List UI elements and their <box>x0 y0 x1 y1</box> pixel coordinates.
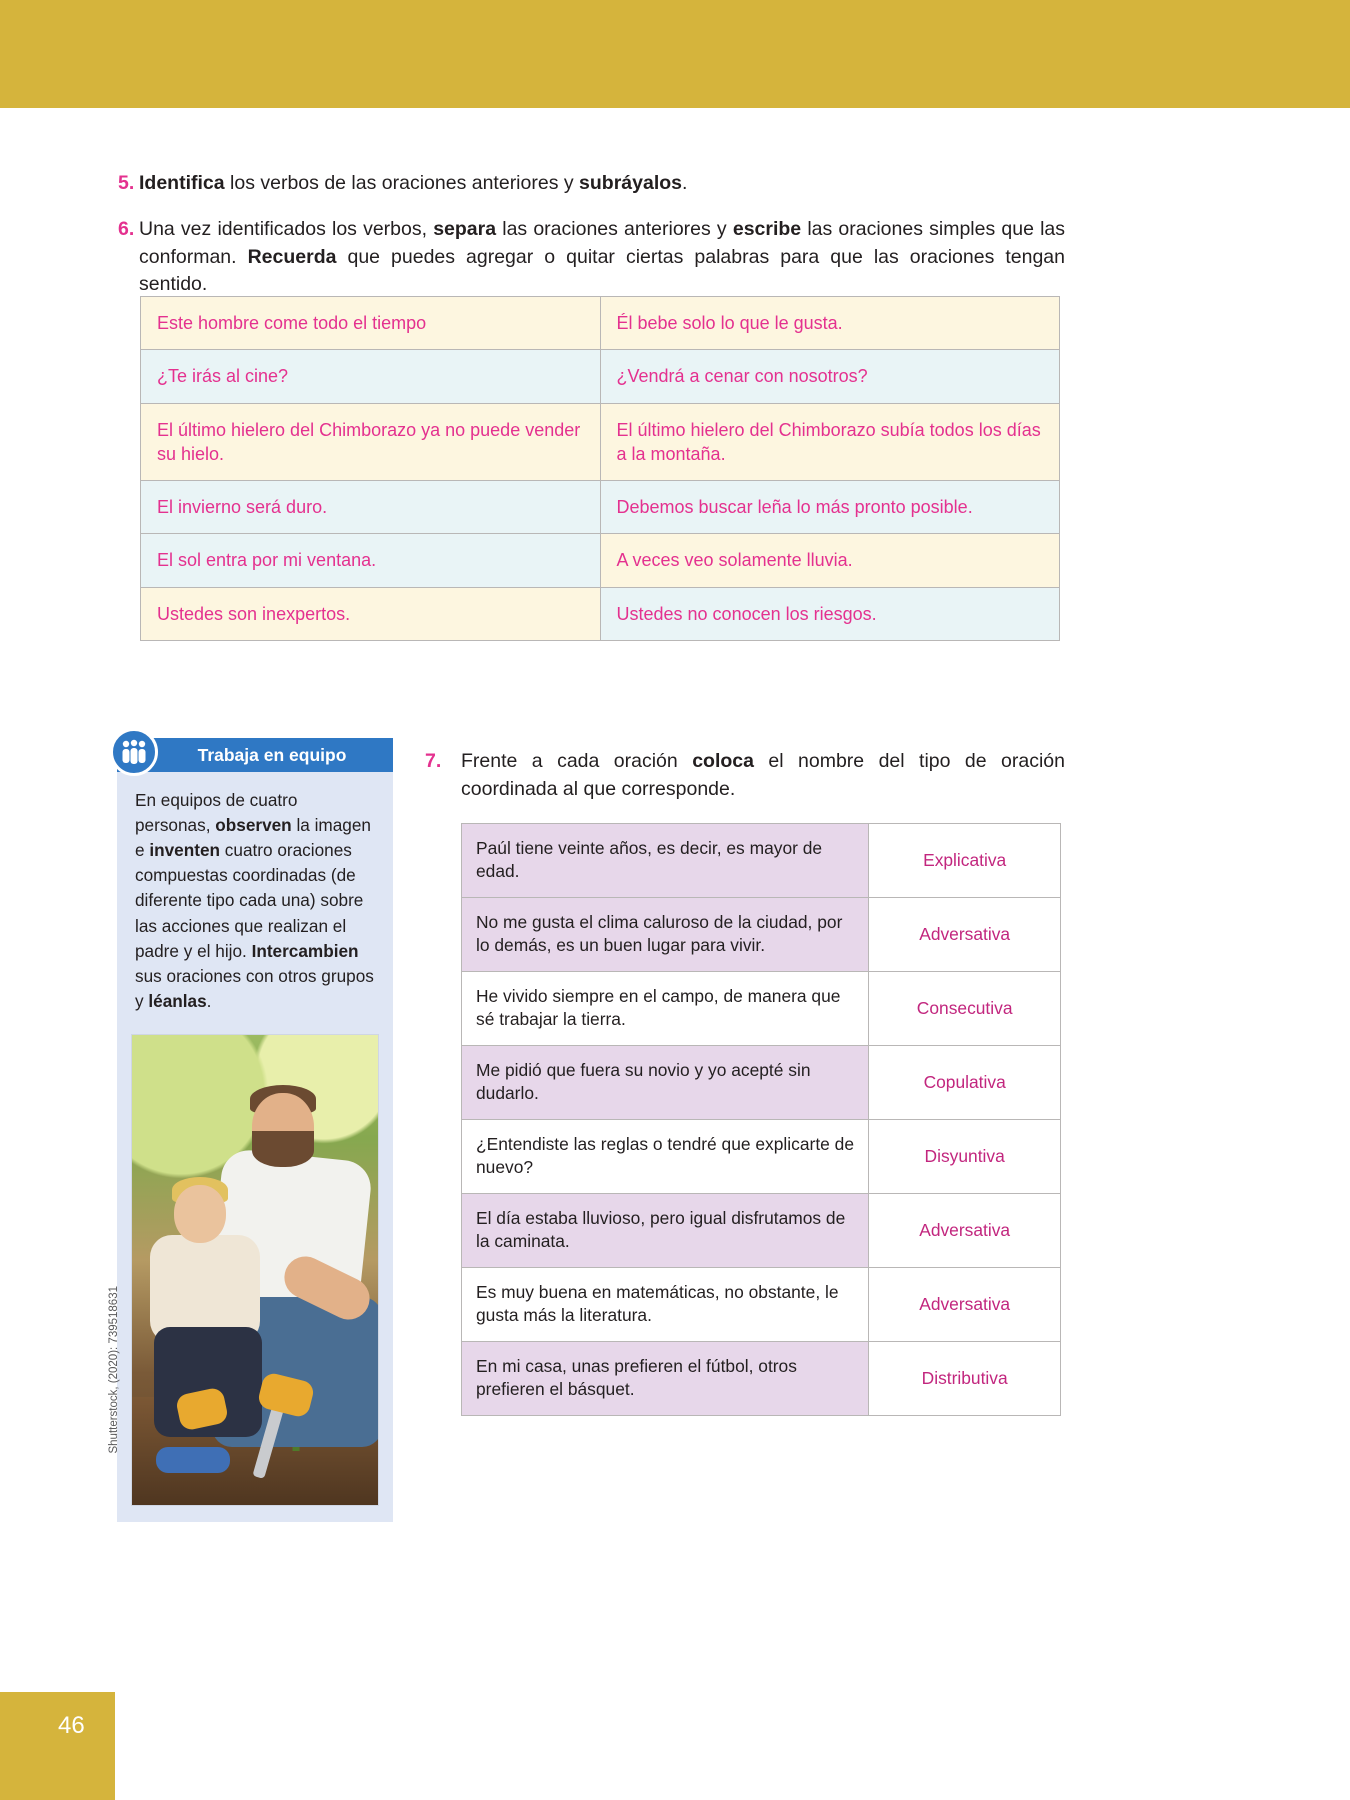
instruction-6 <box>105 216 1065 299</box>
table-row <box>462 1341 1061 1415</box>
image-credit: Shutterstock, (2020): 739518631 <box>108 1286 120 1454</box>
sentence-cell-right: Debemos buscar leña lo más pronto posible. <box>600 481 1060 534</box>
table-row <box>462 971 1061 1045</box>
sentence-table <box>140 296 1060 641</box>
coordination-type-cell[interactable]: Copulativa <box>869 1045 1061 1119</box>
sentence-cell-left: El invierno será duro. <box>141 481 601 534</box>
page-number: 46 <box>58 1712 85 1739</box>
coordination-sentence-cell: Me pidió que fuera su novio y yo acepté sin dudarlo. <box>462 1045 869 1119</box>
instruction-6-number: 6. <box>118 218 135 240</box>
team-work-text: En equipos de cuatro personas, observen la imagen e inventen cuatro oraciones compuestas coordinadas (de diferente tipo cada una) sobre las acciones que realizan el padre y el hijo. Intercambien sus oraciones con otros grupos y léanlas. <box>135 790 374 1011</box>
coordination-sentence-cell: Paúl tiene veinte años, es decir, es mayor de edad. <box>462 824 869 898</box>
coordination-type-cell[interactable]: Disyuntiva <box>869 1119 1061 1193</box>
coordination-type-cell[interactable]: Adversativa <box>869 1193 1061 1267</box>
coordination-type-cell[interactable]: Distributiva <box>869 1341 1061 1415</box>
table-row <box>141 481 1060 534</box>
sentence-cell-left: El último hielero del Chimborazo ya no puede vender su hielo. <box>141 403 601 481</box>
table-row <box>141 534 1060 587</box>
sentence-cell-left: Este hombre come todo el tiempo <box>141 297 601 350</box>
coordination-sentence-cell: No me gusta el clima caluroso de la ciudad, por lo demás, es un buen lugar para vivir. <box>462 897 869 971</box>
top-decorative-band <box>0 0 1350 108</box>
sentence-table-body <box>141 297 1060 641</box>
group-people-glyph <box>119 739 149 765</box>
coordination-sentence-cell: El día estaba lluvioso, pero igual disfrutamos de la caminata. <box>462 1193 869 1267</box>
instruction-5-number: 5. <box>118 172 135 194</box>
coordination-type-cell[interactable]: Adversativa <box>869 1267 1061 1341</box>
table-row <box>462 824 1061 898</box>
group-people-icon <box>110 728 158 776</box>
instruction-7 <box>425 748 1065 803</box>
team-work-title-bar <box>117 738 393 772</box>
sentence-cell-right: El último hielero del Chimborazo subía todos los días a la montaña. <box>600 403 1060 481</box>
instruction-7-number: 7. <box>425 750 442 772</box>
instruction-7-text: Frente a cada oración coloca el nombre del tipo de oración coordinada al que corresponde. <box>461 750 1065 800</box>
sentence-cell-right: A veces veo solamente lluvia. <box>600 534 1060 587</box>
sentence-cell-left: ¿Te irás al cine? <box>141 350 601 403</box>
coordination-sentence-cell: ¿Entendiste las reglas o tendré que explicarte de nuevo? <box>462 1119 869 1193</box>
coordination-table <box>461 823 1061 1416</box>
coordination-table-body <box>462 824 1061 1416</box>
coordination-type-cell[interactable]: Adversativa <box>869 897 1061 971</box>
table-row <box>141 403 1060 481</box>
coordination-sentence-cell: Es muy buena en matemáticas, no obstante, le gusta más la literatura. <box>462 1267 869 1341</box>
sentence-cell-left: El sol entra por mi ventana. <box>141 534 601 587</box>
sentence-cell-right: Ustedes no conocen los riesgos. <box>600 587 1060 640</box>
coordination-type-cell[interactable]: Consecutiva <box>869 971 1061 1045</box>
team-work-title: Trabaja en equipo <box>197 744 347 765</box>
instruction-5-text: Identifica los verbos de las oraciones anteriores y subráyalos. <box>139 172 688 194</box>
coordination-sentence-cell: He vivido siempre en el campo, de manera que sé trabajar la tierra. <box>462 971 869 1045</box>
sentence-cell-right: Él bebe solo lo que le gusta. <box>600 297 1060 350</box>
instruction-6-text: Una vez identificados los verbos, separa las oraciones anteriores y escribe las oraciones simples que las conforman. Recuerda que puedes agregar o quitar ciertas palabras para que las oraciones tengan sentido. <box>139 218 1065 296</box>
table-row <box>462 1193 1061 1267</box>
table-row <box>462 897 1061 971</box>
sentence-cell-left: Ustedes son inexpertos. <box>141 587 601 640</box>
bottom-white-area <box>115 1692 1350 1800</box>
instruction-5 <box>105 170 1065 198</box>
coordination-sentence-cell: En mi casa, unas prefieren el fútbol, otros prefieren el básquet. <box>462 1341 869 1415</box>
team-work-box <box>117 738 393 1522</box>
table-row <box>141 350 1060 403</box>
sentence-cell-right: ¿Vendrá a cenar con nosotros? <box>600 350 1060 403</box>
team-work-image <box>131 1034 379 1506</box>
table-row <box>141 297 1060 350</box>
table-row <box>462 1267 1061 1341</box>
table-row <box>462 1119 1061 1193</box>
table-row <box>141 587 1060 640</box>
coordination-type-cell[interactable]: Explicativa <box>869 824 1061 898</box>
table-row <box>462 1045 1061 1119</box>
